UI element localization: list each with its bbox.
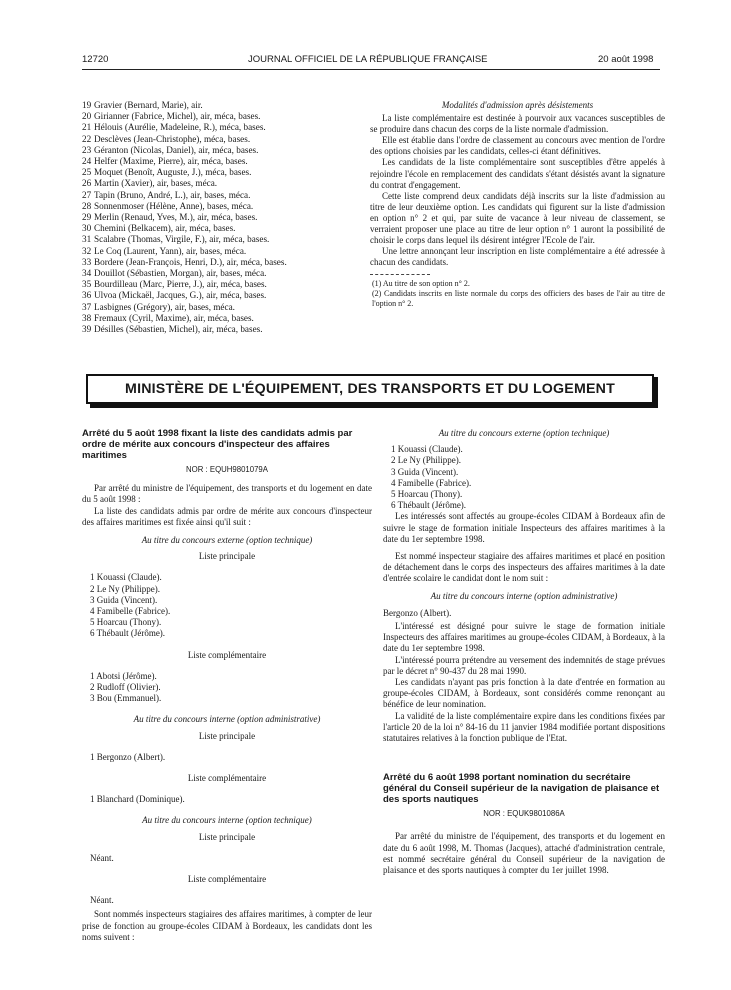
item-text: Douillot (Sébastien, Morgan), air, bases, méca.: [94, 268, 267, 279]
list-item: Néant.: [90, 895, 114, 906]
list-item: [82, 290, 372, 301]
item-number: 33: [82, 256, 92, 267]
list-item: 4 Famibelle (Fabrice).: [391, 477, 472, 488]
article-left-column: [82, 428, 372, 943]
list-item: [82, 190, 372, 201]
list-item: 5 Hoarcau (Thony).: [391, 489, 463, 500]
item-number: 31: [82, 234, 92, 245]
section-heading: Au titre du concours externe (option technique): [141, 535, 313, 546]
journal-title: JOURNAL OFFICIEL DE LA RÉPUBLIQUE FRANÇAISE: [248, 54, 488, 65]
article-title: Arrêté du 5 août 1998 fixant la liste des candidats admis par ordre de mérite aux concours d'inspecteur des affaires maritimes: [82, 428, 353, 461]
paragraph: Les intéressés sont affectés au groupe-écoles CIDAM à Bordeaux afin de suivre le stage de formation initiale Inspecteurs des affaires maritimes à la date du 1er septembre 1998.: [383, 511, 665, 544]
item-text: Ulvoa (Mickaël, Jacques, G.), air, méca, bases.: [94, 290, 267, 301]
list-item: [82, 201, 372, 212]
item-number: 29: [82, 212, 92, 223]
footnote-separator: [370, 274, 430, 275]
list-item: 2 Le Ny (Philippe).: [391, 455, 461, 466]
page-number: 12720: [82, 54, 109, 65]
paragraph: Les candidats de la liste complémentaire sont susceptibles d'être appelés à rejoindre l'école en remplacement des candidats s'étant désistés avant la signature du contrat d'engagement.: [370, 157, 665, 190]
section-heading: Au titre du concours interne (option technique): [142, 815, 312, 826]
item-text: Gravier (Bernard, Marie), air.: [94, 100, 203, 110]
list-item: [82, 111, 372, 122]
paragraph: Par arrêté du ministre de l'équipement, des transports et du logement en date du 5 août 1998 :: [82, 483, 372, 505]
list-item: 3 Guida (Vincent).: [391, 466, 459, 477]
paragraph: La liste des candidats admis par ordre de mérite aux concours d'inspecteur des affaires maritimes est fixée ainsi qu'il suit :: [82, 505, 372, 527]
list-item: 2 Le Ny (Philippe).: [90, 583, 160, 594]
item-text: Moquet (Benoît, Auguste, J.), méca, bases.: [94, 167, 252, 178]
item-text: Bordere (Jean-François, Henri, D.), air, méca, bases.: [94, 256, 287, 267]
nor-reference: NOR : EQUK9801086A: [483, 809, 565, 819]
item-number: 28: [82, 200, 92, 211]
admission-modalities: [370, 100, 665, 309]
list-item: [82, 145, 372, 156]
ministry-banner: MINISTÈRE DE L'ÉQUIPEMENT, DES TRANSPORTS ET DU LOGEMENT: [86, 374, 654, 404]
item-number: 21: [82, 122, 92, 133]
item-text: Helfer (Maxime, Pierre), air, méca, bases.: [94, 156, 248, 167]
candidate-list: [383, 444, 665, 511]
paragraph: Une lettre annonçant leur inscription en liste complémentaire a été adressée à chacun des candidats.: [370, 246, 665, 268]
item-text: Géranton (Nicolas, Daniel), air, méca, bases.: [94, 144, 259, 155]
list-label: Liste complémentaire: [187, 649, 267, 660]
list-item: 1 Blanchard (Dominique).: [90, 794, 185, 805]
candidate-list: [82, 752, 372, 763]
item-number: 34: [82, 268, 92, 279]
footnote: (1) Au titre de son option n° 2.: [372, 279, 470, 289]
list-item: [82, 100, 372, 111]
item-text: Chemini (Belkacem), air, méca, bases.: [94, 223, 236, 234]
item-number: 20: [82, 111, 92, 122]
candidate-list: [82, 794, 372, 805]
paragraph: Sont nommés inspecteurs stagiaires des affaires maritimes, à compter de leur prise de fonction au groupe-écoles CIDAM à Bordeaux, les candidats dont les noms suivent :: [82, 909, 372, 942]
paragraph: Est nommé inspecteur stagiaire des affaires maritimes et placé en position de détachement dans le corps des inspecteurs des affaires maritimes à la date d'entrée scolaire le candidat dont le nom suit :: [383, 551, 665, 584]
list-item: [82, 156, 372, 167]
paragraph: L'intéressé pourra prétendre au versement des indemnités de stage prévues par le décret n° 90-437 du 28 mai 1990.: [383, 654, 665, 676]
paragraph: Par arrêté du ministre de l'équipement, des transports et du logement en date du 6 août 1998, M. Thomas (Jacques), attaché d'administration centrale, est nommé secrétaire général du Conseil supérieur de la navigation de plaisance et des sports nautiques à compter du 1er juillet 1998.: [383, 831, 665, 876]
list-label: Liste principale: [198, 831, 256, 842]
item-number: 36: [82, 290, 92, 301]
list-item: Néant.: [90, 852, 114, 863]
list-item: [82, 234, 372, 245]
banner-shadow: [90, 404, 658, 408]
list-item: [82, 268, 372, 279]
candidate-list: [82, 572, 372, 639]
item-number: 30: [82, 223, 92, 234]
item-number: 37: [82, 301, 92, 312]
item-text: Bourdilleau (Marc, Pierre, J.), air, méca, bases.: [94, 279, 267, 290]
list-item: 3 Guida (Vincent).: [90, 594, 158, 605]
list-item: 1 Kouassi (Claude).: [391, 444, 463, 455]
item-number: 39: [82, 324, 92, 335]
list-item: 1 Abotsi (Jérôme).: [90, 670, 157, 681]
list-label: Liste principale: [198, 730, 256, 741]
item-text: Lasbignes (Grégory), air, bases, méca.: [94, 301, 235, 312]
list-item: [82, 178, 372, 189]
item-number: 22: [82, 133, 92, 144]
header-rule: [82, 69, 660, 70]
item-number: 26: [82, 178, 92, 189]
item-text: Martin (Xavier), air, bases, méca.: [94, 178, 218, 189]
list-item: 1 Bergonzo (Albert).: [90, 751, 166, 762]
list-item: [82, 313, 372, 324]
list-label: Liste principale: [198, 551, 256, 562]
section-heading: Au titre du concours externe (option technique): [438, 428, 610, 438]
candidate-list: [82, 671, 372, 705]
item-text: Desclèves (Jean-Christophe), méca, bases.: [94, 133, 251, 144]
item-text: Tapin (Bruno, André, L.), air, bases, méca.: [94, 189, 251, 200]
item-text: Scalabre (Thomas, Virgile, F.), air, méca, bases.: [94, 234, 270, 245]
list-item: [82, 246, 372, 257]
list-label: Liste complémentaire: [187, 773, 267, 784]
list-item: Bergonzo (Albert).: [383, 607, 452, 618]
item-text: Merlin (Renaud, Yves, M.), air, méca, bases.: [94, 212, 258, 223]
list-item: [82, 302, 372, 313]
list-item: [82, 257, 372, 268]
list-item: 1 Kouassi (Claude).: [90, 572, 162, 583]
item-number: 32: [82, 245, 92, 256]
item-number: 27: [82, 189, 92, 200]
list-item: 2 Rudloff (Olivier).: [90, 682, 161, 693]
list-item: [82, 122, 372, 133]
item-text: Désilles (Sébastien, Michel), air, méca, bases.: [94, 324, 263, 335]
item-number: 24: [82, 156, 92, 167]
nor-reference: NOR : EQUH9801079A: [186, 465, 268, 474]
item-text: Girianner (Fabrice, Michel), air, méca, bases.: [94, 111, 261, 122]
list-item: [82, 324, 372, 335]
footnotes: [370, 279, 665, 309]
section-heading: Au titre du concours interne (option administrative): [133, 714, 321, 725]
footnote: (2) Candidats inscrits en liste normale du corps des officiers des bases de l'air au titre de l'option n° 2.: [372, 289, 665, 309]
list-item: 5 Hoarcau (Thony).: [90, 617, 162, 628]
list-item: [82, 223, 372, 234]
ranking-list: [82, 100, 372, 335]
section-heading: Au titre du concours interne (option administrative): [430, 590, 618, 601]
list-item: [82, 167, 372, 178]
list-item: 6 Thébault (Jérôme).: [90, 628, 166, 639]
article-title: Arrêté du 6 août 1998 portant nomination du secrétaire général du Conseil supérieur de la navigation de plaisance et des sports nautiques: [383, 772, 660, 806]
article-right-column: [383, 428, 665, 876]
paragraph: L'intéressé est désigné pour suivre le stage de formation initiale Inspecteurs des affaires maritimes au groupe-écoles CIDAM, à Bordeaux, à la date du 1er septembre 1998.: [383, 621, 665, 654]
item-text: Hélouis (Aurélie, Madeleine, R.), méca, bases.: [94, 122, 266, 133]
list-item: 6 Thébault (Jérôme).: [391, 500, 467, 511]
item-number: 38: [82, 312, 92, 323]
list-item: [82, 134, 372, 145]
item-number: 25: [82, 167, 92, 178]
paragraph: La validité de la liste complémentaire expire dans les conditions fixées par l'article 20 de la loi n° 84-16 du 11 janvier 1984 modifiée portant dispositions statutaires relatives à la fonction publique de l'Etat.: [383, 710, 665, 744]
paragraph: Les candidats n'ayant pas pris fonction à la date d'entrée en formation au groupe-écoles CIDAM, à Bordeaux, sont considérés comme renonçant au bénéfice de leur nomination.: [383, 677, 665, 710]
item-number: 19: [82, 100, 92, 110]
item-number: 35: [82, 279, 92, 290]
list-item: 4 Famibelle (Fabrice).: [90, 606, 171, 617]
list-item: [82, 212, 372, 223]
paragraph: Cette liste comprend deux candidats déjà inscrits sur la liste d'admission au titre de leur deuxième option. Les candidats qui figurent sur la liste d'admission en option n° 2 et qui, par suite de vacance à leur niveau de classement, se verraient proposer une place au titre de leur option n° 1 auront la possibilité de choisir le corps dans lequel ils désirent intégrer l'Ecole de l'air.: [370, 190, 665, 246]
list-item: [82, 279, 372, 290]
item-number: 23: [82, 144, 92, 155]
paragraph: La liste complémentaire est destinée à pourvoir aux vacances susceptibles de se produire dans chacun des corps de la liste normale d'admission.: [370, 113, 665, 135]
paragraph: Elle est établie dans l'ordre de classement au concours avec mention de l'ordre des options choisies par les candidats, celles-ci étant définitives.: [370, 135, 665, 157]
list-item: 3 Bou (Emmanuel).: [90, 693, 162, 704]
section-heading: Modalités d'admission après désistements: [441, 100, 594, 110]
list-label: Liste complémentaire: [187, 874, 267, 885]
item-text: Le Coq (Laurent, Yann), air, bases, méca.: [94, 245, 247, 256]
item-text: Fremaux (Cyril, Maxime), air, méca, bases.: [94, 312, 254, 323]
issue-date: 20 août 1998: [598, 54, 654, 65]
item-text: Sonnenmoser (Hélène, Anne), bases, méca.: [94, 200, 254, 211]
